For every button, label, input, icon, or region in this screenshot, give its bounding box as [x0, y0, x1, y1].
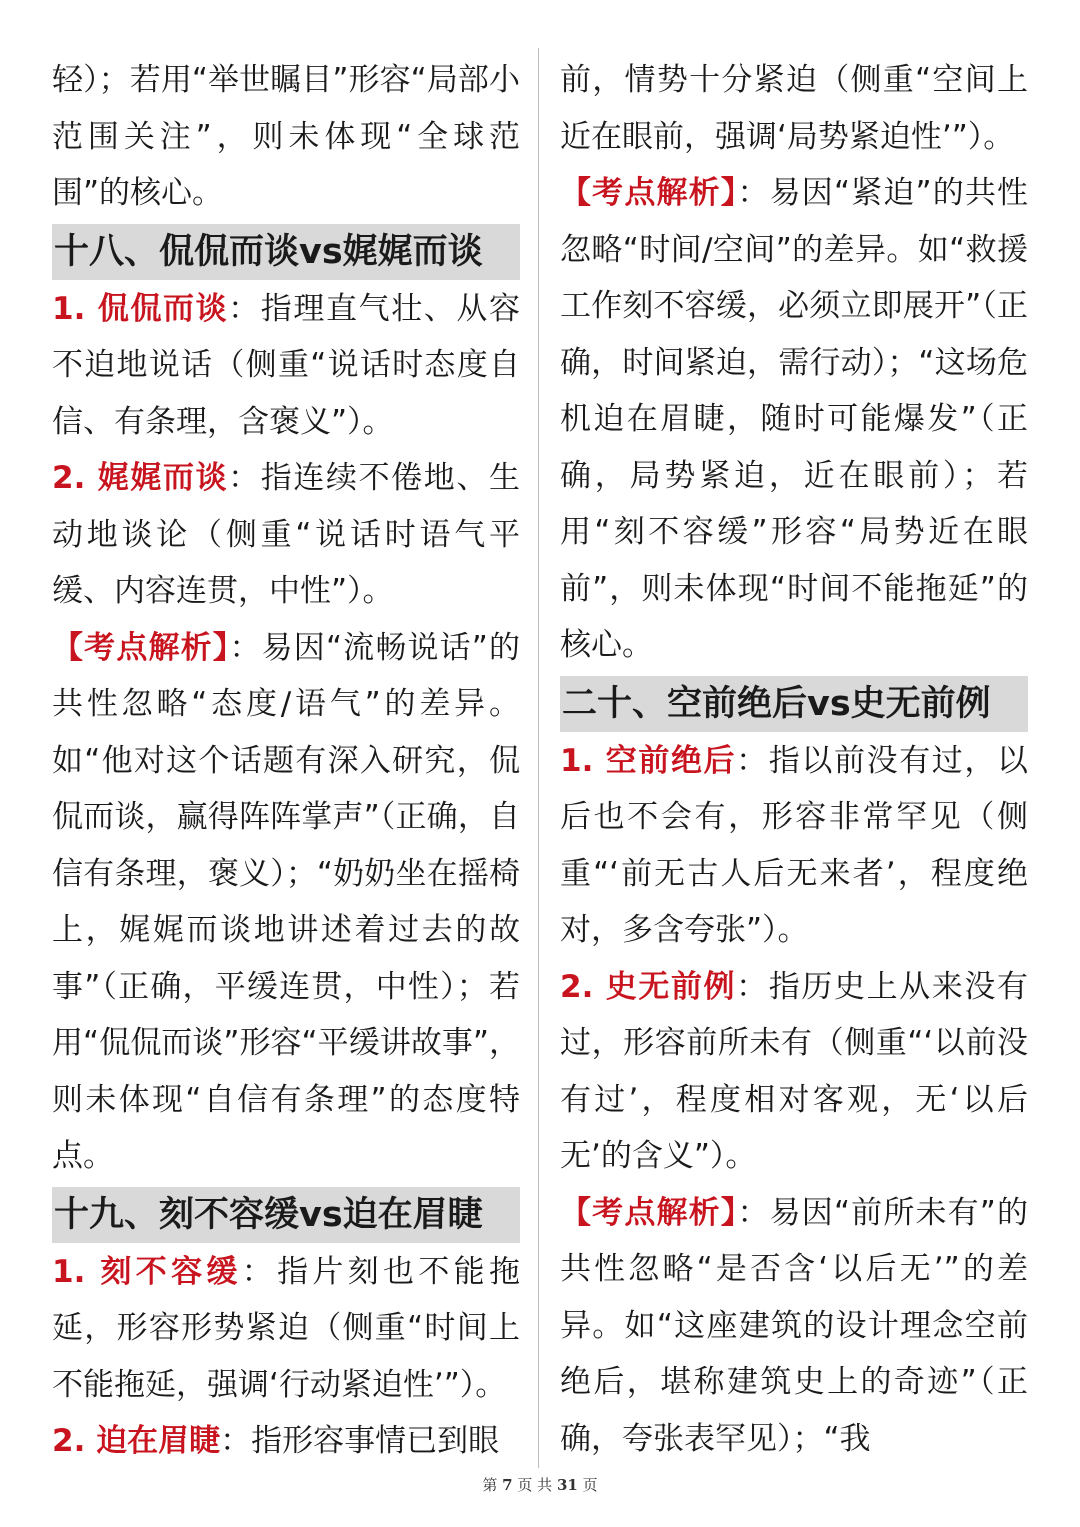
- term-definition: 指历史上从来没有过，形容前所未有（侧重“‘以前没有过’，程度相对客观，无‘以后无’的含义”）。: [560, 968, 1029, 1174]
- total-page-count: 31: [556, 1476, 578, 1494]
- term-colon: ：: [241, 1253, 278, 1290]
- term-colon: ：: [228, 460, 261, 496]
- footer-middle: 页 共: [517, 1476, 553, 1494]
- right-column: [560, 52, 1028, 1467]
- analysis-label: 【考点解析】: [560, 1194, 738, 1231]
- term-definition: 指连续不倦地、生动地谈论（侧重“说话时语气平缓、内容连贯，中性”）。: [52, 460, 521, 609]
- analysis-text: 易因“紧迫”的共性忽略“时间/空间”的差异。如“救援工作刻不容缓，必须立即展开”（正确，时间紧迫，需行动）；“这场危机迫在眉睫，随时可能爆发”（正确，局势紧迫，近在眼前）；若用“刻不容缓”形容“局势近在眼前”，则未体现“时间不能拖延”的核心。: [560, 175, 1029, 663]
- term-colon: ：: [228, 290, 261, 327]
- definition-item: [52, 281, 520, 451]
- left-column: [52, 52, 520, 1470]
- definition-item: [52, 1413, 520, 1470]
- term-label: 2. 迫在眉睫: [52, 1423, 221, 1459]
- section-heading-20: 二十、空前绝后vs史无前例: [560, 676, 1028, 732]
- term-definition: 指形容事情已到眼: [251, 1423, 500, 1459]
- analysis-colon: ：: [229, 629, 262, 666]
- term-colon: ：: [220, 1423, 252, 1459]
- term-colon: ：: [736, 968, 769, 1005]
- analysis-label: 【考点解析】: [52, 629, 230, 666]
- term-definition: 指理直气壮、从容不迫地说话（侧重“说话时态度自信、有条理，含褒义”）。: [52, 290, 521, 440]
- term-label: 1. 刻不容缓: [52, 1253, 242, 1290]
- term-label: 1. 侃侃而谈: [52, 290, 229, 327]
- analysis-paragraph: [52, 620, 520, 1185]
- definition-item: [52, 450, 520, 620]
- analysis-label: 【考点解析】: [560, 175, 738, 211]
- definition-item: [560, 733, 1028, 959]
- footer-suffix: 页: [582, 1476, 598, 1494]
- term-definition: 指片刻也不能拖延，形容形势紧迫（侧重“时间上不能拖延，强调‘行动紧迫性’”）。: [52, 1253, 521, 1403]
- analysis-text: 易因“前所未有”的共性忽略“是否含‘以后无’”的差异。如“这座建筑的设计理念空前绝后，堪称建筑史上的奇迹”（正确，夸张表罕见）；“我: [560, 1194, 1029, 1457]
- term-colon: ：: [736, 742, 769, 779]
- analysis-colon: ：: [737, 175, 770, 211]
- term-definition: 指以前没有过，以后也不会有，形容非常罕见（侧重“‘前无古人后无来者’，程度绝对，多含夸张”）。: [560, 742, 1029, 948]
- paragraph-continued: 前，情势十分紧迫（侧重“空间上近在眼前，强调‘局势紧迫性’”）。: [560, 62, 1028, 155]
- section-heading-19: 十九、刻不容缓vs迫在眉睫: [52, 1187, 520, 1243]
- term-label: 1. 空前绝后: [560, 742, 737, 779]
- analysis-text: 易因“流畅说话”的共性忽略“态度/语气”的差异。如“他对这个话题有深入研究，侃侃而谈，赢得阵阵掌声”（正确，自信有条理，褒义）；“奶奶坐在摇椅上，娓娓而谈地讲述着过去的故事”（正确，平缓连贯，中性）；若用“侃侃而谈”形容“平缓讲故事”，则未体现“自信有条理”的态度特点。: [52, 629, 521, 1174]
- definition-item: [560, 959, 1028, 1185]
- term-label: 2. 史无前例: [560, 968, 737, 1005]
- definition-item: [52, 1244, 520, 1414]
- paragraph-intro: 轻）；若用“举世瞩目”形容“局部小范围关注”，则未体现“全球范围”的核心。: [52, 62, 520, 211]
- footer-prefix: 第: [482, 1476, 498, 1494]
- column-divider: [538, 48, 539, 1468]
- term-label: 2. 娓娓而谈: [52, 460, 229, 496]
- analysis-colon: ：: [737, 1194, 770, 1231]
- analysis-paragraph: [560, 1185, 1028, 1468]
- analysis-paragraph: [560, 165, 1028, 674]
- page-footer: [0, 1474, 1080, 1495]
- section-heading-18: 十八、侃侃而谈vs娓娓而谈: [52, 224, 520, 280]
- current-page-number: 7: [502, 1476, 513, 1494]
